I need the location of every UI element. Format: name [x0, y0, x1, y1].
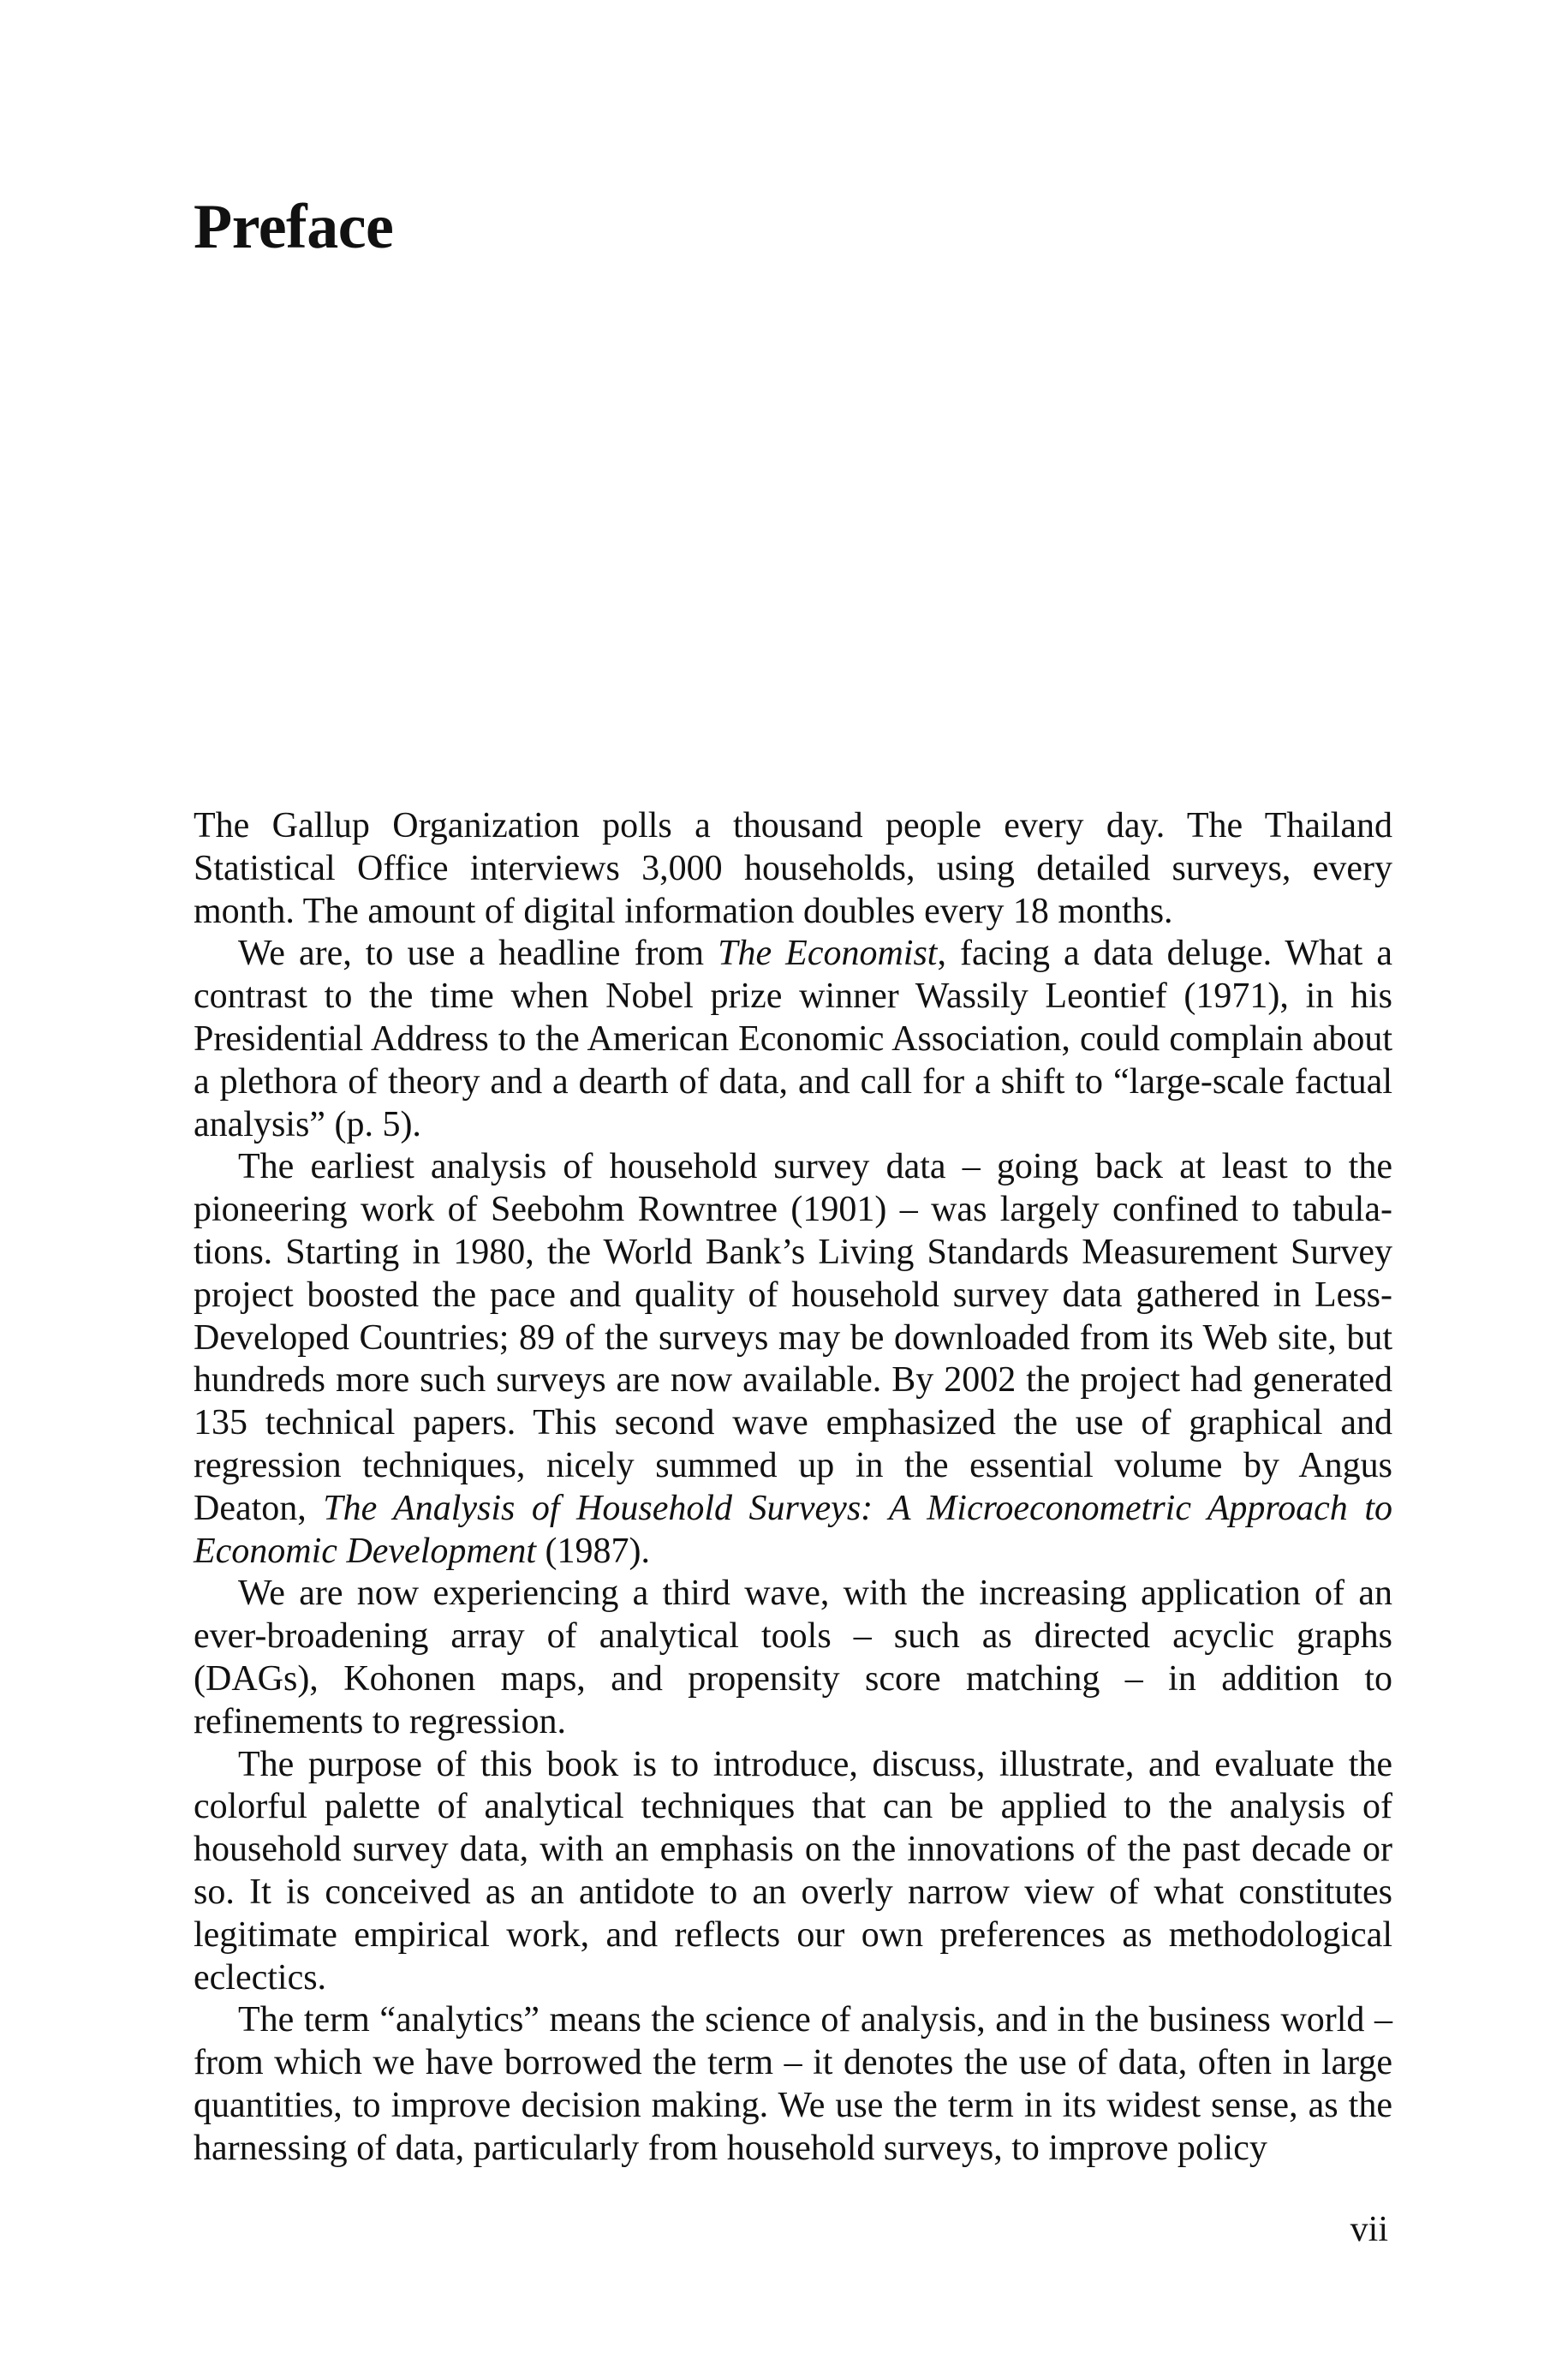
paragraph-text: , facing a data deluge. What a contrast to the time when Nobel prize winner Wassily Leontief (1971), in his Presidential Address to the American Economic Association, could complain about a plethora of theory and a dearth of data, and call for a shift to “large-scale factual analysis” (p. 5).: [194, 934, 1393, 1144]
paragraph-text: (1987).: [536, 1531, 650, 1571]
paragraph-text: The earliest analysis of household survey data – going back at least to the pioneering work of Seebohm Rowntree (1901) – was largely confined to tabulations. Starting in 1980, the World Bank’s Living Standards Measurement Survey project boosted the pace and quality of household survey data gathered in Less-Developed Countries; 89 of the surveys may be downloaded from its Web site, but hundreds more such surveys are now available. By 2002 the project had generated 135 technical papers. This second wave emphasized the use of graphical and regression techniques, nicely summed up in the essential volume by Angus Deaton,: [194, 1147, 1392, 1528]
paragraph-text: The purpose of this book is to introduce, discuss, illustrate, and evaluate the colorful palette of analytical techniques that can be applied to the analysis of household survey data, with an emphasis on the innovations of the past decade or so. It is conceived as an antidote to an overly narrow view of what constitutes legitimate empirical work, and reflects our own preferences as methodological eclectics.: [194, 1744, 1392, 1998]
page-title: Preface: [194, 192, 394, 262]
paragraph-text: We are, to use a headline from: [238, 934, 718, 974]
body-paragraph: [194, 805, 1392, 933]
paragraph-text: The Gallup Organization polls a thousand people every day. The Thailand Statistical Office interviews 3,000 households, using detailed surveys, every month. The amount of digital information doubles every 18 months.: [194, 806, 1392, 931]
body-paragraph: [194, 1744, 1392, 2000]
body-paragraph: [194, 933, 1392, 1146]
italic-title-text: The Analysis of Household Surveys: A Microeconometric Approach to Economic Development: [194, 1488, 1392, 1571]
body-paragraph: [194, 1146, 1392, 1573]
page-number: vii: [1350, 2210, 1388, 2249]
body-paragraph: [194, 1999, 1392, 2170]
paragraph-text: The term “analytics” means the science of analysis, and in the business world – from which we have borrowed the term – it denotes the use of data, often in large quantities, to improve decision making. We use the term in its widest sense, as the harnessing of data, particularly from household surveys, to improve policy: [194, 2000, 1392, 2168]
preface-body: [194, 805, 1392, 2171]
body-paragraph: [194, 1573, 1392, 1743]
italic-title-text: The Economist: [718, 934, 938, 974]
paragraph-text: We are now experiencing a third wave, with the increasing application of an ever-broadening array of analytical tools – such as directed acyclic graphs (DAGs), Kohonen maps, and propensity score matching – in addition to refinements to regression.: [194, 1574, 1392, 1741]
